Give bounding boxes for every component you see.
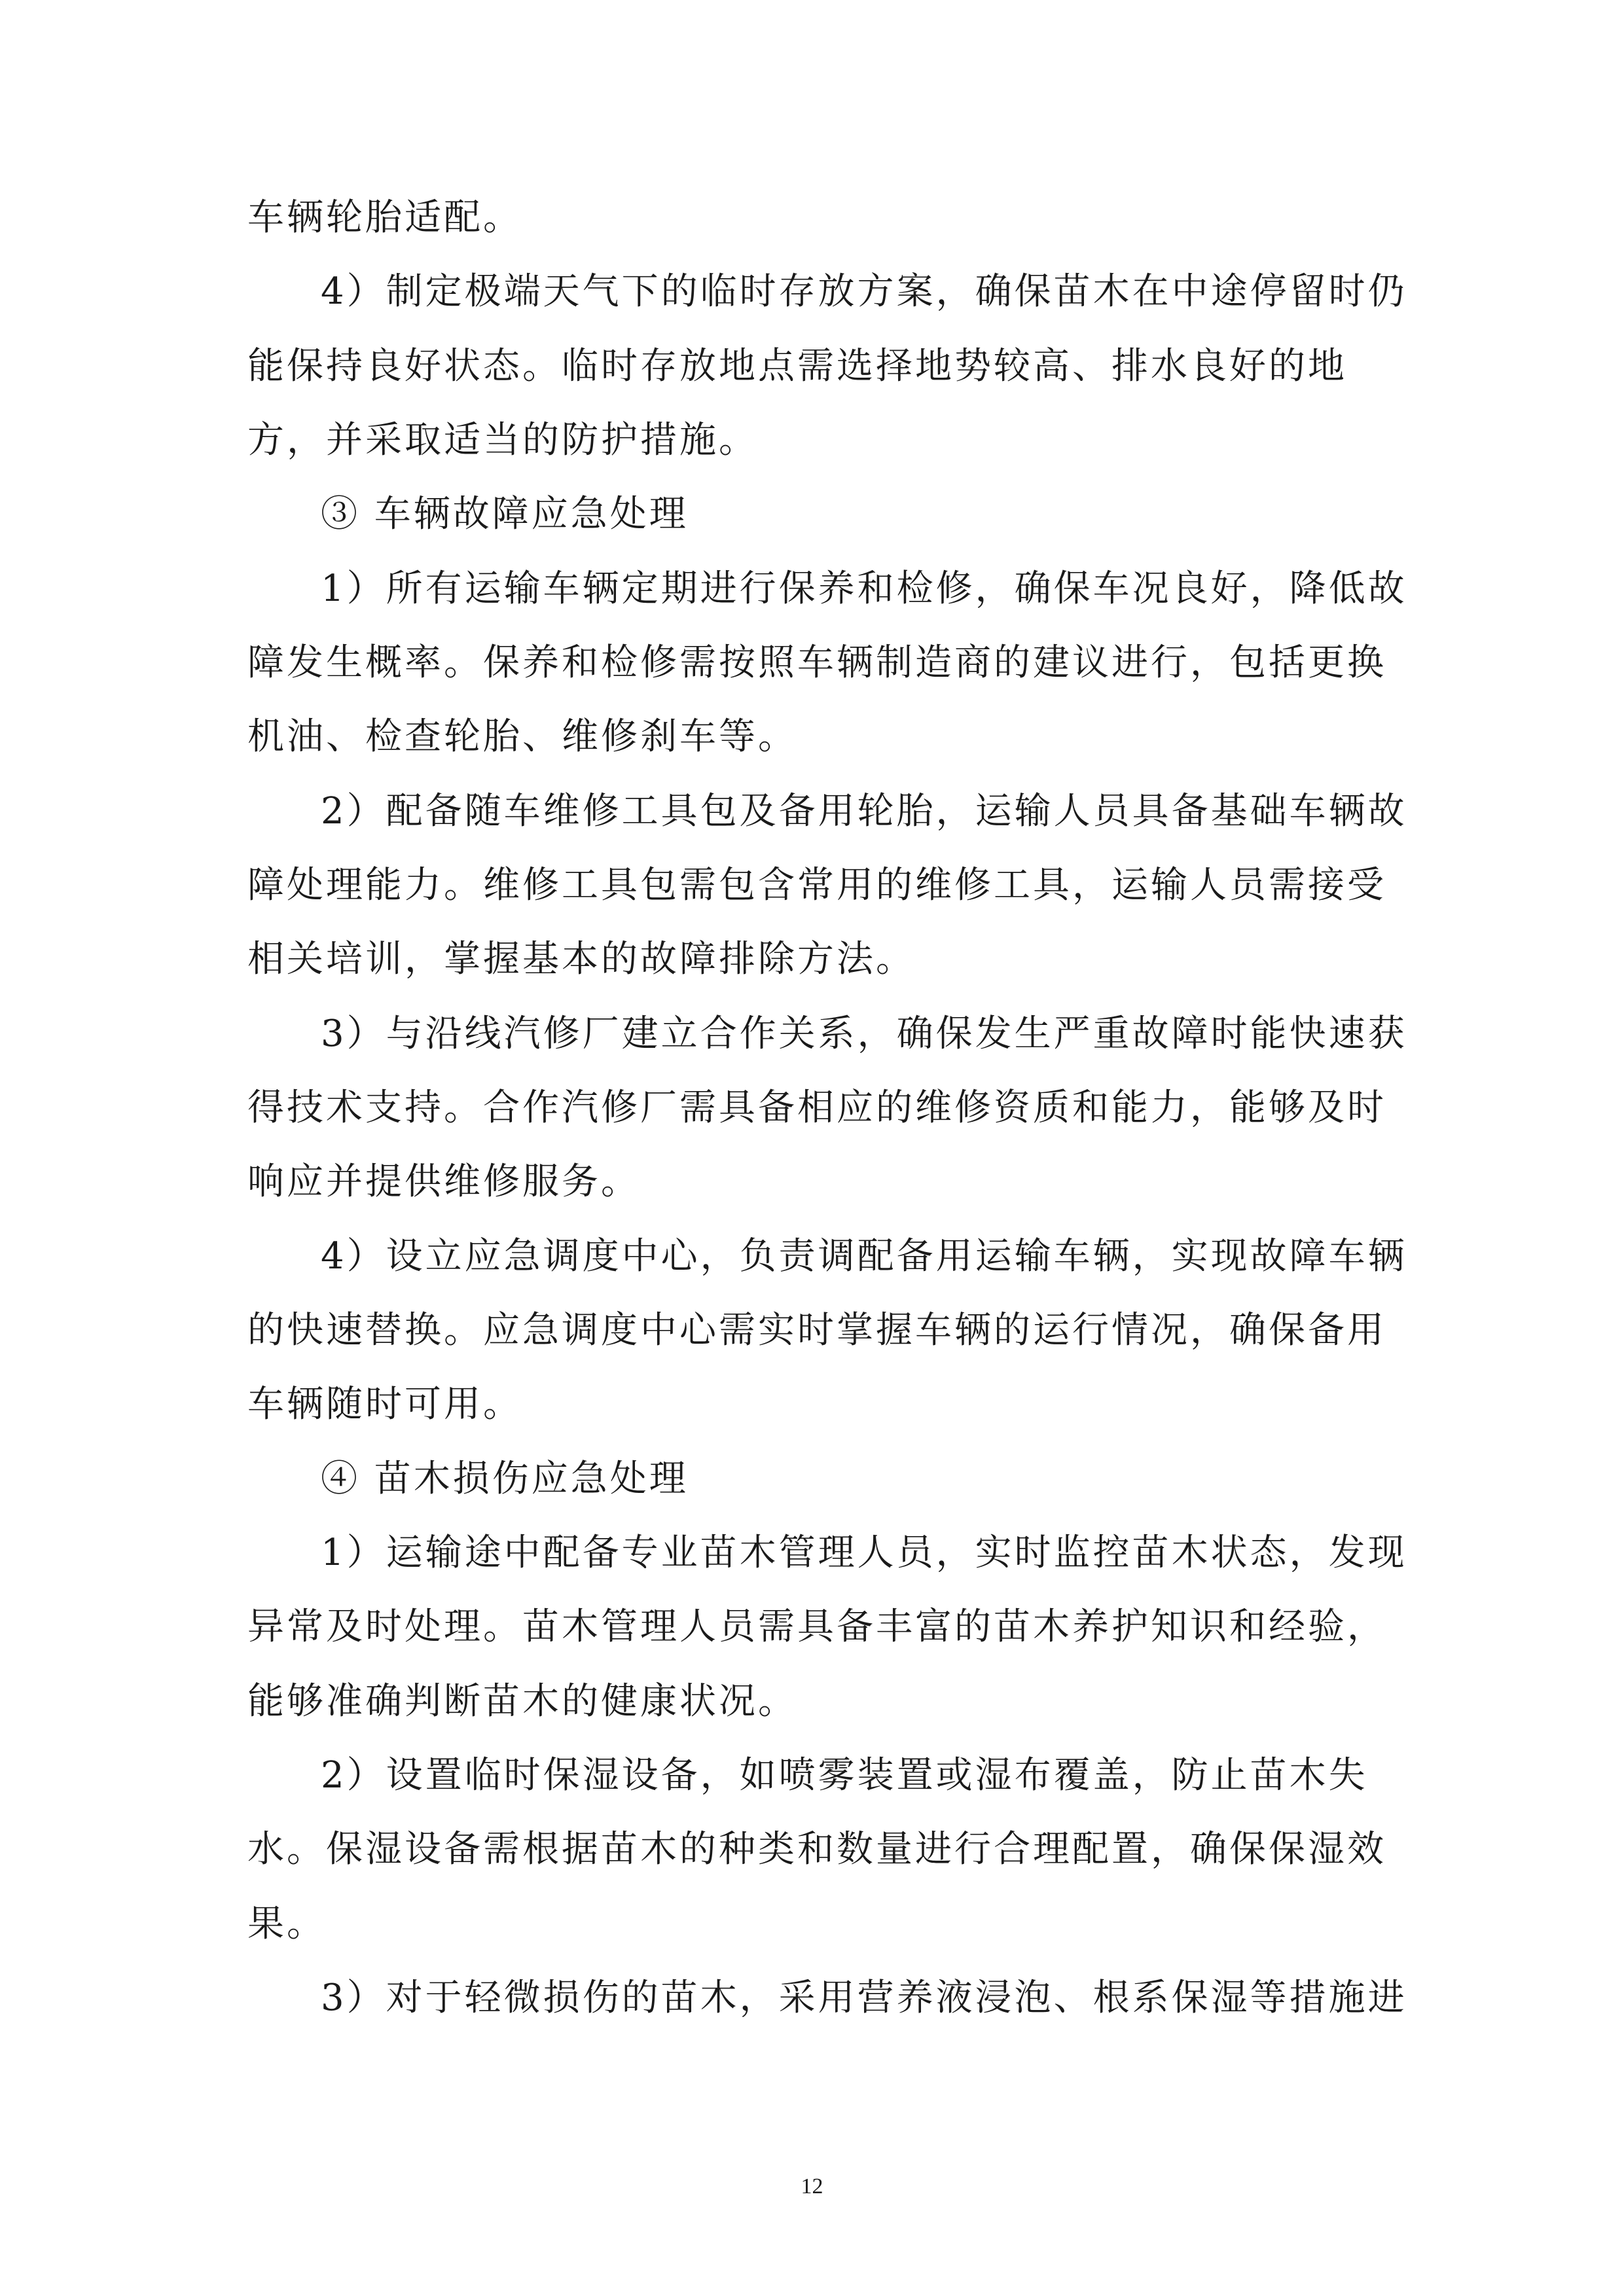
- body-text-line: 车辆随时可用。: [247, 1383, 522, 1426]
- body-text-line: 水。保湿设备需根据苗木的种类和数量进行合理配置，确保保湿效: [247, 1828, 1386, 1871]
- body-text-line: 方，并采取适当的防护措施。: [247, 419, 758, 461]
- section-heading: ④ 苗木损伤应急处理: [321, 1458, 689, 1500]
- body-text-line: 得技术支持。合作汽修厂需具备相应的维修资质和能力，能够及时: [247, 1086, 1386, 1129]
- body-text-line: 相关培训，掌握基本的故障排除方法。: [247, 938, 915, 980]
- page-number: 12: [801, 2174, 823, 2198]
- body-text-line: 3）对于轻微损伤的苗木，采用营养液浸泡、根系保湿等措施进: [321, 1977, 1407, 2019]
- body-text-line: 1）运输途中配备专业苗木管理人员，实时监控苗木状态，发现: [321, 1532, 1407, 1574]
- body-text-line: 障发生概率。保养和检修需按照车辆制造商的建议进行，包括更换: [247, 641, 1386, 684]
- body-text-line: 4）制定极端天气下的临时存放方案，确保苗木在中途停留时仍: [321, 270, 1407, 313]
- body-text-line: 机油、检查轮胎、维修刹车等。: [247, 715, 797, 758]
- body-text-line: 2）配备随车维修工具包及备用轮胎，运输人员具备基础车辆故: [321, 790, 1407, 833]
- body-text-line: 果。: [247, 1903, 326, 1945]
- body-text-line: 能保持良好状态。临时存放地点需选择地势较高、排水良好的地: [247, 345, 1347, 387]
- body-text-line: 异常及时处理。苗木管理人员需具备丰富的苗木养护知识和经验，: [247, 1605, 1386, 1648]
- body-text-line: 2）设置临时保湿设备，如喷雾装置或湿布覆盖，防止苗木失: [321, 1754, 1368, 1797]
- body-text-line: 的快速替换。应急调度中心需实时掌握车辆的运行情况，确保备用: [247, 1309, 1386, 1352]
- body-text-line: 3）与沿线汽修厂建立合作关系，确保发生严重故障时能快速获: [321, 1013, 1407, 1055]
- body-text-line: 障处理能力。维修工具包需包含常用的维修工具，运输人员需接受: [247, 864, 1386, 906]
- body-text-line: 1）所有运输车辆定期进行保养和检修，确保车况良好，降低故: [321, 567, 1407, 610]
- body-text-line: 车辆轮胎适配。: [247, 196, 522, 239]
- body-text-line: 响应并提供维修服务。: [247, 1160, 640, 1203]
- body-text-line: 4）设立应急调度中心，负责调配备用运输车辆，实现故障车辆: [321, 1235, 1407, 1278]
- body-text-line: 能够准确判断苗木的健康状况。: [247, 1680, 797, 1723]
- section-heading: ③ 车辆故障应急处理: [321, 493, 689, 535]
